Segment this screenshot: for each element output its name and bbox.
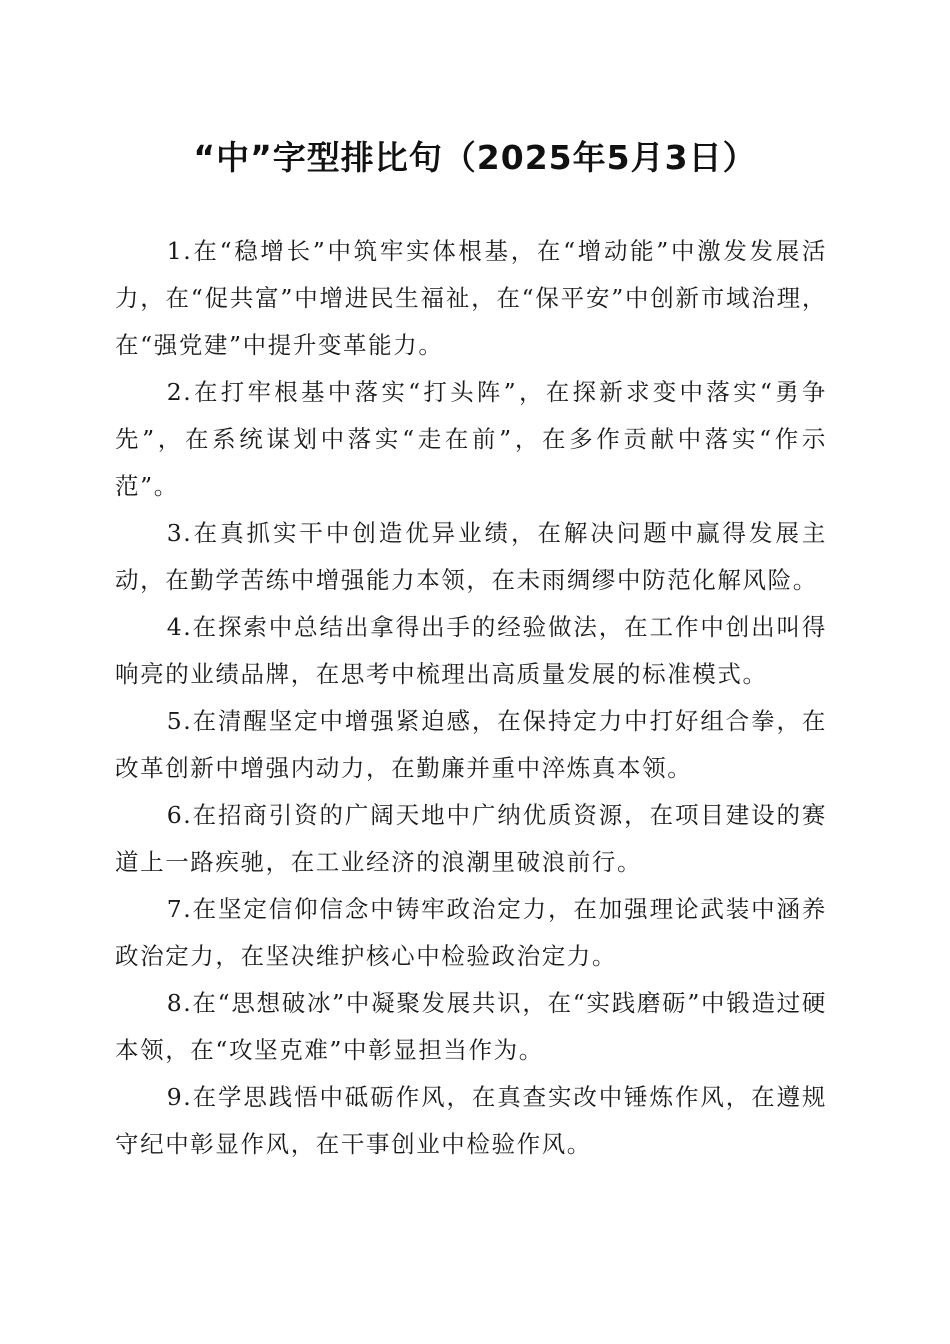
paragraph-6: 6.在招商引资的广阔天地中广纳优质资源，在项目建设的赛道上一路疾驰，在工业经济的浪潮里破浪前行。 [115,801,827,876]
paragraph-1: 1.在“稳增长”中筑牢实体根基，在“增动能”中激发发展活力，在“促共富”中增进民生福祉，在“保平安”中创新市域治理，在“强党建”中提升变革能力。 [115,237,827,359]
paragraph-5: 5.在清醒坚定中增强紧迫感，在保持定力中打好组合拳，在改革创新中增强内动力，在勤廉并重中淬炼真本领。 [115,707,827,782]
document-body [115,228,827,1168]
paragraph-2: 2.在打牢根基中落实“打头阵”，在探新求变中落实“勇争先”，在系统谋划中落实“走在前”，在多作贡献中落实“作示范”。 [115,378,827,500]
paragraph-4: 4.在探索中总结出拿得出手的经验做法，在工作中创出叫得响亮的业绩品牌，在思考中梳理出高质量发展的标准模式。 [115,613,827,688]
paragraph-7: 7.在坚定信仰信念中铸牢政治定力，在加强理论武装中涵养政治定力，在坚决维护核心中检验政治定力。 [115,895,827,970]
paragraph-8: 8.在“思想破冰”中凝聚发展共识，在“实践磨砺”中锻造过硬本领，在“攻坚克难”中彰显担当作为。 [115,989,827,1064]
document-title: “中”字型排比句（2025年5月3日） [193,138,757,177]
paragraph-9: 9.在学思践悟中砥砺作风，在真查实改中锤炼作风，在遵规守纪中彰显作风，在干事创业中检验作风。 [115,1083,827,1158]
paragraph-3: 3.在真抓实干中创造优异业绩，在解决问题中赢得发展主动，在勤学苦练中增强能力本领，在未雨绸缪中防范化解风险。 [115,519,827,594]
